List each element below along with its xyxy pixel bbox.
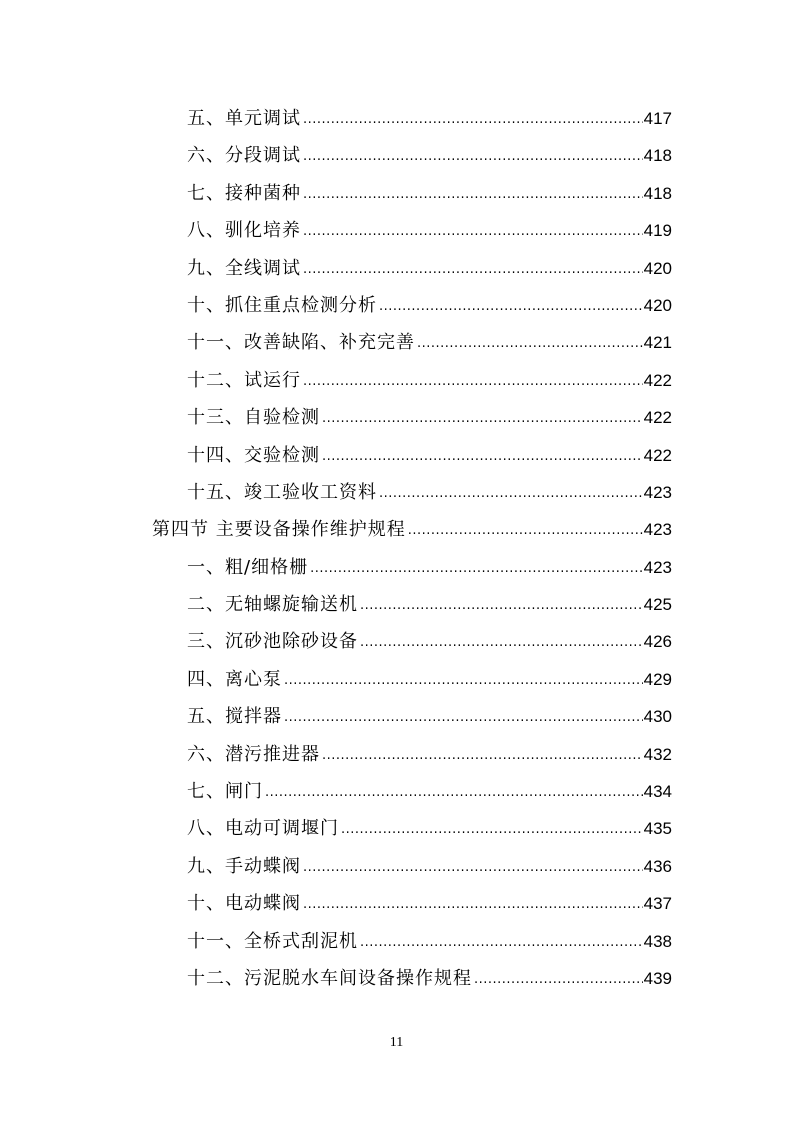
toc-entry-page: 417 [643,109,672,128]
toc-entry[interactable] [0,661,672,698]
toc-entry[interactable] [0,810,672,847]
toc-entry-page: 423 [643,482,672,502]
toc-entry-page: 437 [643,894,672,914]
toc-dot-leader [303,886,643,923]
toc-entry-title: 十二、污泥脱水车间设备操作规程 [187,967,472,989]
page-number: 11 [389,1035,404,1050]
toc-entry-page: 434 [643,782,672,802]
toc-entry-page: 422 [643,408,672,428]
toc-dot-leader [417,325,643,362]
toc-entry-title: 九、手动蝶阀 [187,855,301,877]
toc-entry-title: 二、无轴螺旋输送机 [187,594,358,616]
toc-dot-leader [303,213,643,250]
toc-entry-title: 十、电动蝶阀 [187,893,301,915]
toc-dot-leader [341,811,643,848]
toc-entry[interactable] [0,362,672,399]
toc-entry-page: 435 [643,819,672,839]
toc-dot-leader [310,550,643,587]
toc-entry-title: 一、粗/细格栅 [187,556,309,578]
toc-entry[interactable] [0,175,672,212]
toc-entry[interactable] [0,960,672,997]
table-of-contents [0,100,793,997]
toc-entry-title: 三、沉砂池除砂设备 [187,631,358,653]
toc-entry-page: 436 [643,856,672,876]
toc-dot-leader [360,587,643,624]
toc-section-entry[interactable] [0,511,672,548]
toc-entry-title: 八、电动可调堰门 [187,818,339,840]
toc-entry[interactable] [0,399,672,436]
toc-dot-leader [408,512,643,549]
toc-entry[interactable] [0,250,672,287]
toc-dot-leader [322,737,643,774]
toc-entry-page: 422 [643,370,672,390]
toc-entry-page: 422 [643,445,672,465]
toc-entry-title: 五、单元调试 [187,108,301,129]
toc-entry[interactable] [0,100,672,137]
toc-dot-leader [474,961,643,998]
toc-entry[interactable] [0,773,672,810]
toc-entry[interactable] [0,736,672,773]
toc-entry-title: 六、分段调试 [187,145,301,167]
toc-entry-page: 425 [643,595,672,615]
toc-entry-title: 四、离心泵 [187,668,282,690]
toc-entry-title: 七、接种菌种 [187,182,301,204]
toc-entry[interactable] [0,923,672,960]
toc-dot-leader [284,699,643,736]
toc-entry[interactable] [0,324,672,361]
toc-entry-page: 420 [643,295,672,315]
toc-dot-leader [379,288,643,325]
toc-entry[interactable] [0,437,672,474]
toc-entry-page: 429 [643,669,672,689]
toc-entry-page: 438 [643,931,672,951]
toc-entry[interactable] [0,848,672,885]
toc-entry[interactable] [0,137,672,174]
toc-entry-title: 第四节 主要设备操作维护规程 [152,519,406,541]
toc-dot-leader [303,138,643,175]
toc-entry[interactable] [0,549,672,586]
toc-entry[interactable] [0,212,672,249]
toc-entry-page: 418 [643,146,672,166]
toc-entry[interactable] [0,698,672,735]
toc-entry-page: 426 [643,632,672,652]
toc-entry[interactable] [0,474,672,511]
toc-entry-title: 十四、交验检测 [187,444,320,466]
toc-entry-page: 418 [643,183,672,203]
toc-entry[interactable] [0,586,672,623]
toc-entry-title: 五、搅拌器 [187,706,282,728]
toc-dot-leader [303,849,643,886]
toc-entry[interactable] [0,885,672,922]
toc-entry[interactable] [0,287,672,324]
toc-entry[interactable] [0,623,672,660]
toc-entry-title: 十、抓住重点检测分析 [187,294,377,316]
toc-dot-leader [322,438,643,475]
toc-dot-leader [303,176,643,213]
toc-entry-page: 421 [643,333,672,353]
toc-entry-title: 十三、自验检测 [187,407,320,429]
toc-dot-leader [303,363,643,400]
toc-entry-page: 423 [643,557,672,577]
toc-entry-title: 十五、竣工验收工资料 [187,481,377,503]
toc-dot-leader [379,475,643,512]
toc-entry-page: 430 [643,707,672,727]
toc-dot-leader [360,624,643,661]
toc-entry-title: 七、闸门 [187,781,263,803]
toc-entry-title: 九、全线调试 [187,257,301,279]
toc-entry-title: 十一、全桥式刮泥机 [187,930,358,952]
toc-entry-page: 432 [643,744,672,764]
toc-entry-title: 六、潜污推进器 [187,743,320,765]
toc-entry-page: 420 [643,258,672,278]
toc-dot-leader [322,400,643,437]
toc-dot-leader [265,774,643,811]
toc-entry-page: 419 [643,221,672,241]
toc-entry-title: 十二、试运行 [187,369,301,391]
toc-dot-leader [303,101,643,138]
toc-dot-leader [303,251,643,288]
toc-entry-title: 十一、改善缺陷、补充完善 [187,332,415,354]
toc-entry-page: 439 [643,968,672,988]
toc-dot-leader [284,662,643,699]
toc-entry-title: 八、驯化培养 [187,220,301,242]
toc-entry-page: 423 [643,520,672,540]
toc-dot-leader [360,924,643,961]
